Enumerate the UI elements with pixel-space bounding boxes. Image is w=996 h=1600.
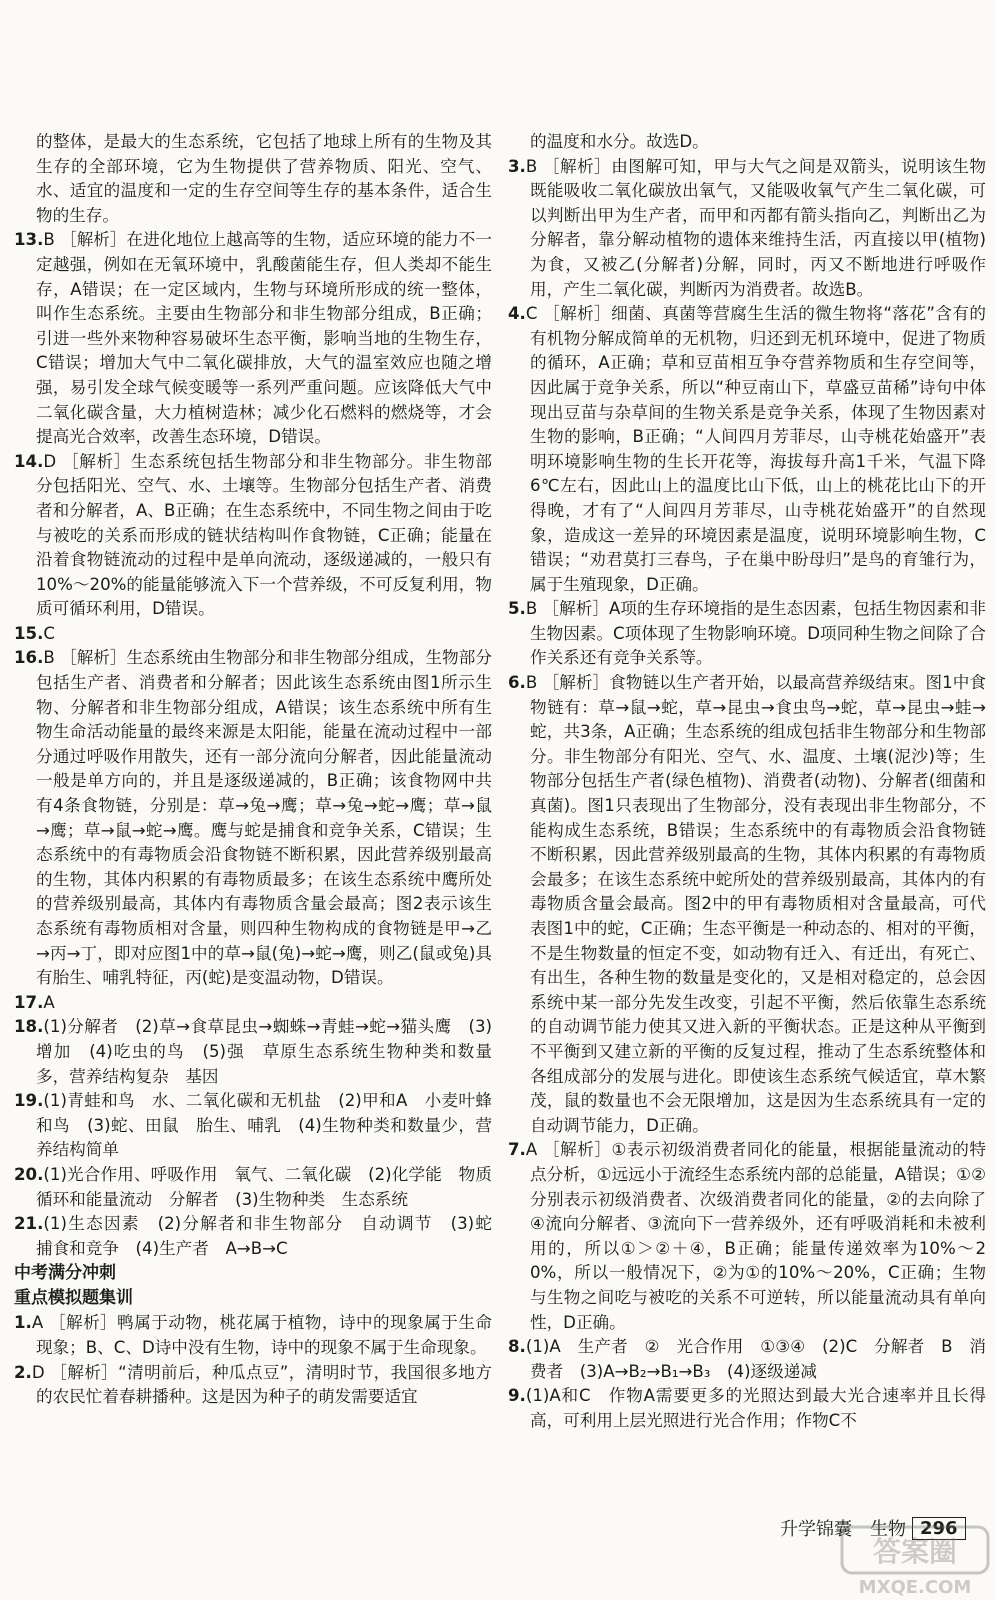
section-subheading: 重点模拟题集训 [14, 1288, 133, 1309]
answer-text: (1)生态因素 (2)分解者和非生物部分 自动调节 (3)蛇 捕食和竞争 (4)生产者 A→B→C [36, 1214, 509, 1258]
watermark-text-2: MXQE.COM [858, 1577, 972, 1597]
question-number: 7. [508, 1140, 526, 1160]
question-number: 8. [508, 1337, 526, 1357]
answer-entry [508, 1335, 986, 1384]
answer-text: (1)A和C 作物A需要更多的光照达到最大光合速率并且长得高，可利用上层光照进行光合作用；作物C不 [525, 1386, 986, 1430]
answer-entry [508, 130, 986, 155]
answer-text: B ［解析］在进化地位上越高等的生物，适应环境的能力不一定越强，例如在无氧环境中，乳酸菌能生存，但人类却不能生存，A错误；在一定区域内，生物与环境所形成的统一整体，叫作生态系统。主要由生物部分和非生物部分组成，B正确；引进一些外来物种容易破坏生态平衡，影响当地的生物生存，C错误；增加大气中二氧化碳排放，大气的温室效应也随之增强，易引发全球气候变暖等一系列严重问题。应该降低大气中二氧化碳含量，大力植树造林；减少化石燃料的燃烧等，才会提高光合效率，改善生态环境，D错误。 [36, 230, 492, 447]
answer-text: A ［解析］①表示初级消费者同化的能量，根据能量流动的特点分析，①远远小于流经生态系统内部的总能量，A错误；①②分别表示初级消费者、次级消费者同化的能量，②的去向除了④流向分解者、③流向下一营养级外，还有呼吸消耗和未被利用的，所以①＞②＋④，B正确；能量传递效率为10%～20%，所以一般情况下，②为①的10%～20%，C正确；生物与生物之间吃与被吃的关系不可逆转，所以能量流动具有单向性，D正确。 [525, 1140, 986, 1332]
answer-entry [14, 130, 492, 228]
watermark-logo [840, 1525, 990, 1597]
answer-text: C ［解析］细菌、真菌等营腐生生活的微生物将“落花”含有的有机物分解成简单的无机物，归还到无机环境中，促进了物质的循环，A正确；草和豆苗相互争夺营养物质和生存空间等，因此属于竞争关系，所以“种豆南山下，草盛豆苗稀”诗句中体现出豆苗与杂草间的生物关系是竞争关系，体现了生物因素对生物的影响，B正确；“人间四月芳菲尽，山寺桃花始盛开”表明环境影响生物的生长开花等，海拔每升高1千米，气温下降6℃左右，因此山上的温度比山下低，山上的桃花比山下的开得晚，才有了“人间四月芳菲尽，山寺桃花始盛开”的自然现象，造成这一差异的环境因素是温度，说明环境影响生物，C错误；“劝君莫打三春鸟，子在巢中盼母归”是鸟的育雏行为，属于生殖现象，D正确。 [525, 304, 986, 594]
question-number: 16. [14, 648, 44, 668]
question-number: 20. [14, 1164, 44, 1184]
answer-text: B ［解析］生态系统由生物部分和非生物部分组成，生物部分包括生产者、消费者和分解者；因此该生态系统由图1所示生物、分解者和非生物部分组成，A错误；该生态系统中所有生物生命活动能量的最终来源是太阳能，能量在流动过程中一部分通过呼吸作用散失，还有一部分流向分解者，因此能量流动一般是单方向的，并且是逐级递减的，B正确；该食物网中共有4条食物链，分别是：草→兔→鹰；草→兔→蛇→鹰；草→鼠→鹰；草→鼠→蛇→鹰。鹰与蛇是捕食和竞争关系，C错误；生态系统中的有毒物质会沿食物链不断积累，因此营养级别最高的生物，其体内积累的有毒物质最多；在该生态系统中鹰所处的营养级别最高，其体内有毒物质含量会最高；图2表示该生态系统有毒物质相对含量，则四种生物构成的食物链是甲→乙→丙→丁，即对应图1中的草→鼠(兔)→蛇→鹰，则乙(鼠或兔)具有胎生、哺乳特征，丙(蛇)是变温动物，D错误。 [36, 648, 492, 988]
answer-text: (1)分解者 (2)草→食草昆虫→蜘蛛→青蛙→蛇→猫头鹰 (3)增加 (4)吃虫的鸟 (5)强 草原生态系统生物种类和数量多，营养结构复杂 基因 [36, 1017, 492, 1086]
answer-text: (1)光合作用、呼吸作用 氧气、二氧化碳 (2)化学能 物质循环和能量流动 分解者 (3)生物种类 生态系统 [36, 1164, 492, 1209]
answer-entry [14, 450, 492, 622]
right-column [508, 130, 986, 1433]
answer-entry [14, 1311, 492, 1360]
section-heading: 中考满分冲刺 [14, 1263, 116, 1284]
page-number: 296 [916, 1517, 962, 1540]
question-number: 19. [14, 1091, 44, 1111]
answer-entry [508, 1384, 986, 1433]
question-number: 5. [508, 599, 526, 619]
answer-text: B ［解析］A项的生存环境指的是生态因素，包括生物因素和非生物因素。C项体现了生物影响环境。D项同种生物之间除了合作关系还有竞争关系等。 [525, 599, 986, 668]
answer-text: C [43, 623, 55, 643]
answer-entry [508, 597, 986, 671]
question-number: 3. [508, 156, 526, 176]
question-number: 18. [14, 1017, 44, 1037]
answer-entry [14, 228, 492, 449]
answer-text: B ［解析］由图解可知，甲与大气之间是双箭头，说明该生物既能吸收二氧化碳放出氧气，又能吸收氧气产生二氧化碳，可以判断出甲为生产者，而甲和丙都有箭头指向乙，判断出乙为分解者，靠分解动植物的遗体来维持生活，丙直接以甲(植物)为食，又被乙(分解者)分解，同时，丙又不断地进行呼吸作用，产生二氧化碳，判断丙为消费者。故选B。 [525, 156, 986, 299]
answer-entry [508, 155, 986, 303]
watermark-text-1: 答案圈 [872, 1535, 958, 1568]
left-column [14, 130, 509, 1410]
document-page [14, 130, 986, 1550]
answer-entry [14, 1089, 492, 1163]
question-number: 21. [14, 1214, 44, 1234]
answer-text: A ［解析］鸭属于动物，桃花属于植物，诗中的现象属于生命现象；B、C、D诗中没有生物，诗中的现象不属于生命现象。 [31, 1313, 492, 1357]
answer-text: D ［解析］生态系统包括生物部分和非生物部分。非生物部分包括阳光、空气、水、土壤等。生物部分包括生产者、消费者和分解者，A、B正确；在生态系统中，不同生物之间由于吃与被吃的关系而形成的链状结构叫作食物链，C正确；能量在沿着食物链流动的过程中是单向流动，逐级递减的，一般只有10%～20%的能量能够流入下一个营养级，不可反复利用，物质可循环利用，D错误。 [36, 451, 492, 619]
question-number: 1. [14, 1313, 32, 1333]
question-number: 6. [508, 673, 526, 693]
question-number: 17. [14, 992, 44, 1012]
answer-entry [508, 1138, 986, 1335]
answer-text: D ［解析］“清明前后，种瓜点豆”，清明时节，我国很多地方的农民忙着春耕播种。这是因为种子的萌发需要适宜 [31, 1362, 492, 1407]
answer-entry [508, 302, 986, 597]
answer-text: (1)青蛙和鸟 水、二氧化碳和无机盐 (2)甲和A 小麦叶蜂和鸟 (3)蛇、田鼠 胎生、哺乳 (4)生物种类和数量少，营养结构简单 [36, 1091, 492, 1160]
answer-entry [14, 1361, 492, 1410]
answer-entry [14, 1212, 509, 1261]
answer-text: B ［解析］食物链以生产者开始，以最高营养级结束。图1中食物链有：草→鼠→蛇，草→昆虫→食虫鸟→蛇，草→昆虫→蛙→蛇，共3条，A正确；生态系统的组成包括非生物部分和生物部分。非生物部分有阳光、空气、水、温度、土壤(泥沙)等；生物部分包括生产者(绿色植物)、消费者(动物)、分解者(细菌和真菌)。图1只表现出了生物部分，没有表现出非生物部分，不能构成生态系统，B错误；生态系统中的有毒物质会沿食物链不断积累，因此营养级别最高的生物，其体内积累的有毒物质会最多；在该生态系统中蛇所处的营养级别最高，其体内的有毒物质含量会最高。图2中的甲有毒物质相对含量最高，可代表图1中的蛇，C正确；生态平衡是一种动态的、相对的平衡，不是生物数量的恒定不变，如动物有迁入、有迁出，有死亡、有出生，各种生物的数量是变化的，又是相对稳定的，总会因系统中某一部分先发生改变，引起不平衡，然后依靠生态系统的自动调节能力使其又进入新的平衡状态。正是这种从平衡到不平衡到又建立新的平衡的反复过程，推动了生态系统整体和各组成部分的发展与进化。即使该生态系统气候适宜，草木繁茂，鼠的数量也不会无限增加，这是因为生态系统具有一定的自动调节能力，D正确。 [525, 673, 986, 1135]
answer-text: A [43, 992, 55, 1012]
answer-text: (1)A 生产者 ② 光合作用 ①③④ (2)C 分解者 B 消费者 (3)A→B₂→B₁→B₃ (4)逐级递减 [525, 1337, 986, 1381]
question-number: 9. [508, 1386, 526, 1406]
answer-text: 的温度和水分。故选D。 [530, 132, 709, 151]
answer-entry [508, 671, 986, 1138]
book-title: 升学锦囊 生物 [780, 1519, 906, 1540]
question-number: 14. [14, 451, 44, 471]
answer-entry [14, 991, 492, 1016]
answer-text: 的整体，是最大的生态系统，它包括了地球上所有的生物及其生存的全部环境，它为生物提供了营养物质、阳光、空气、水、适宜的温度和一定的生存空间等生存的基本条件，适合生物的生存。 [36, 132, 492, 225]
answer-entry [14, 1015, 492, 1089]
question-number: 2. [14, 1362, 32, 1382]
question-number: 4. [508, 304, 526, 324]
answer-entry [14, 622, 492, 647]
question-number: 13. [14, 230, 44, 250]
question-number: 15. [14, 623, 44, 643]
answer-entry [14, 646, 492, 990]
answer-entry [14, 1163, 492, 1212]
